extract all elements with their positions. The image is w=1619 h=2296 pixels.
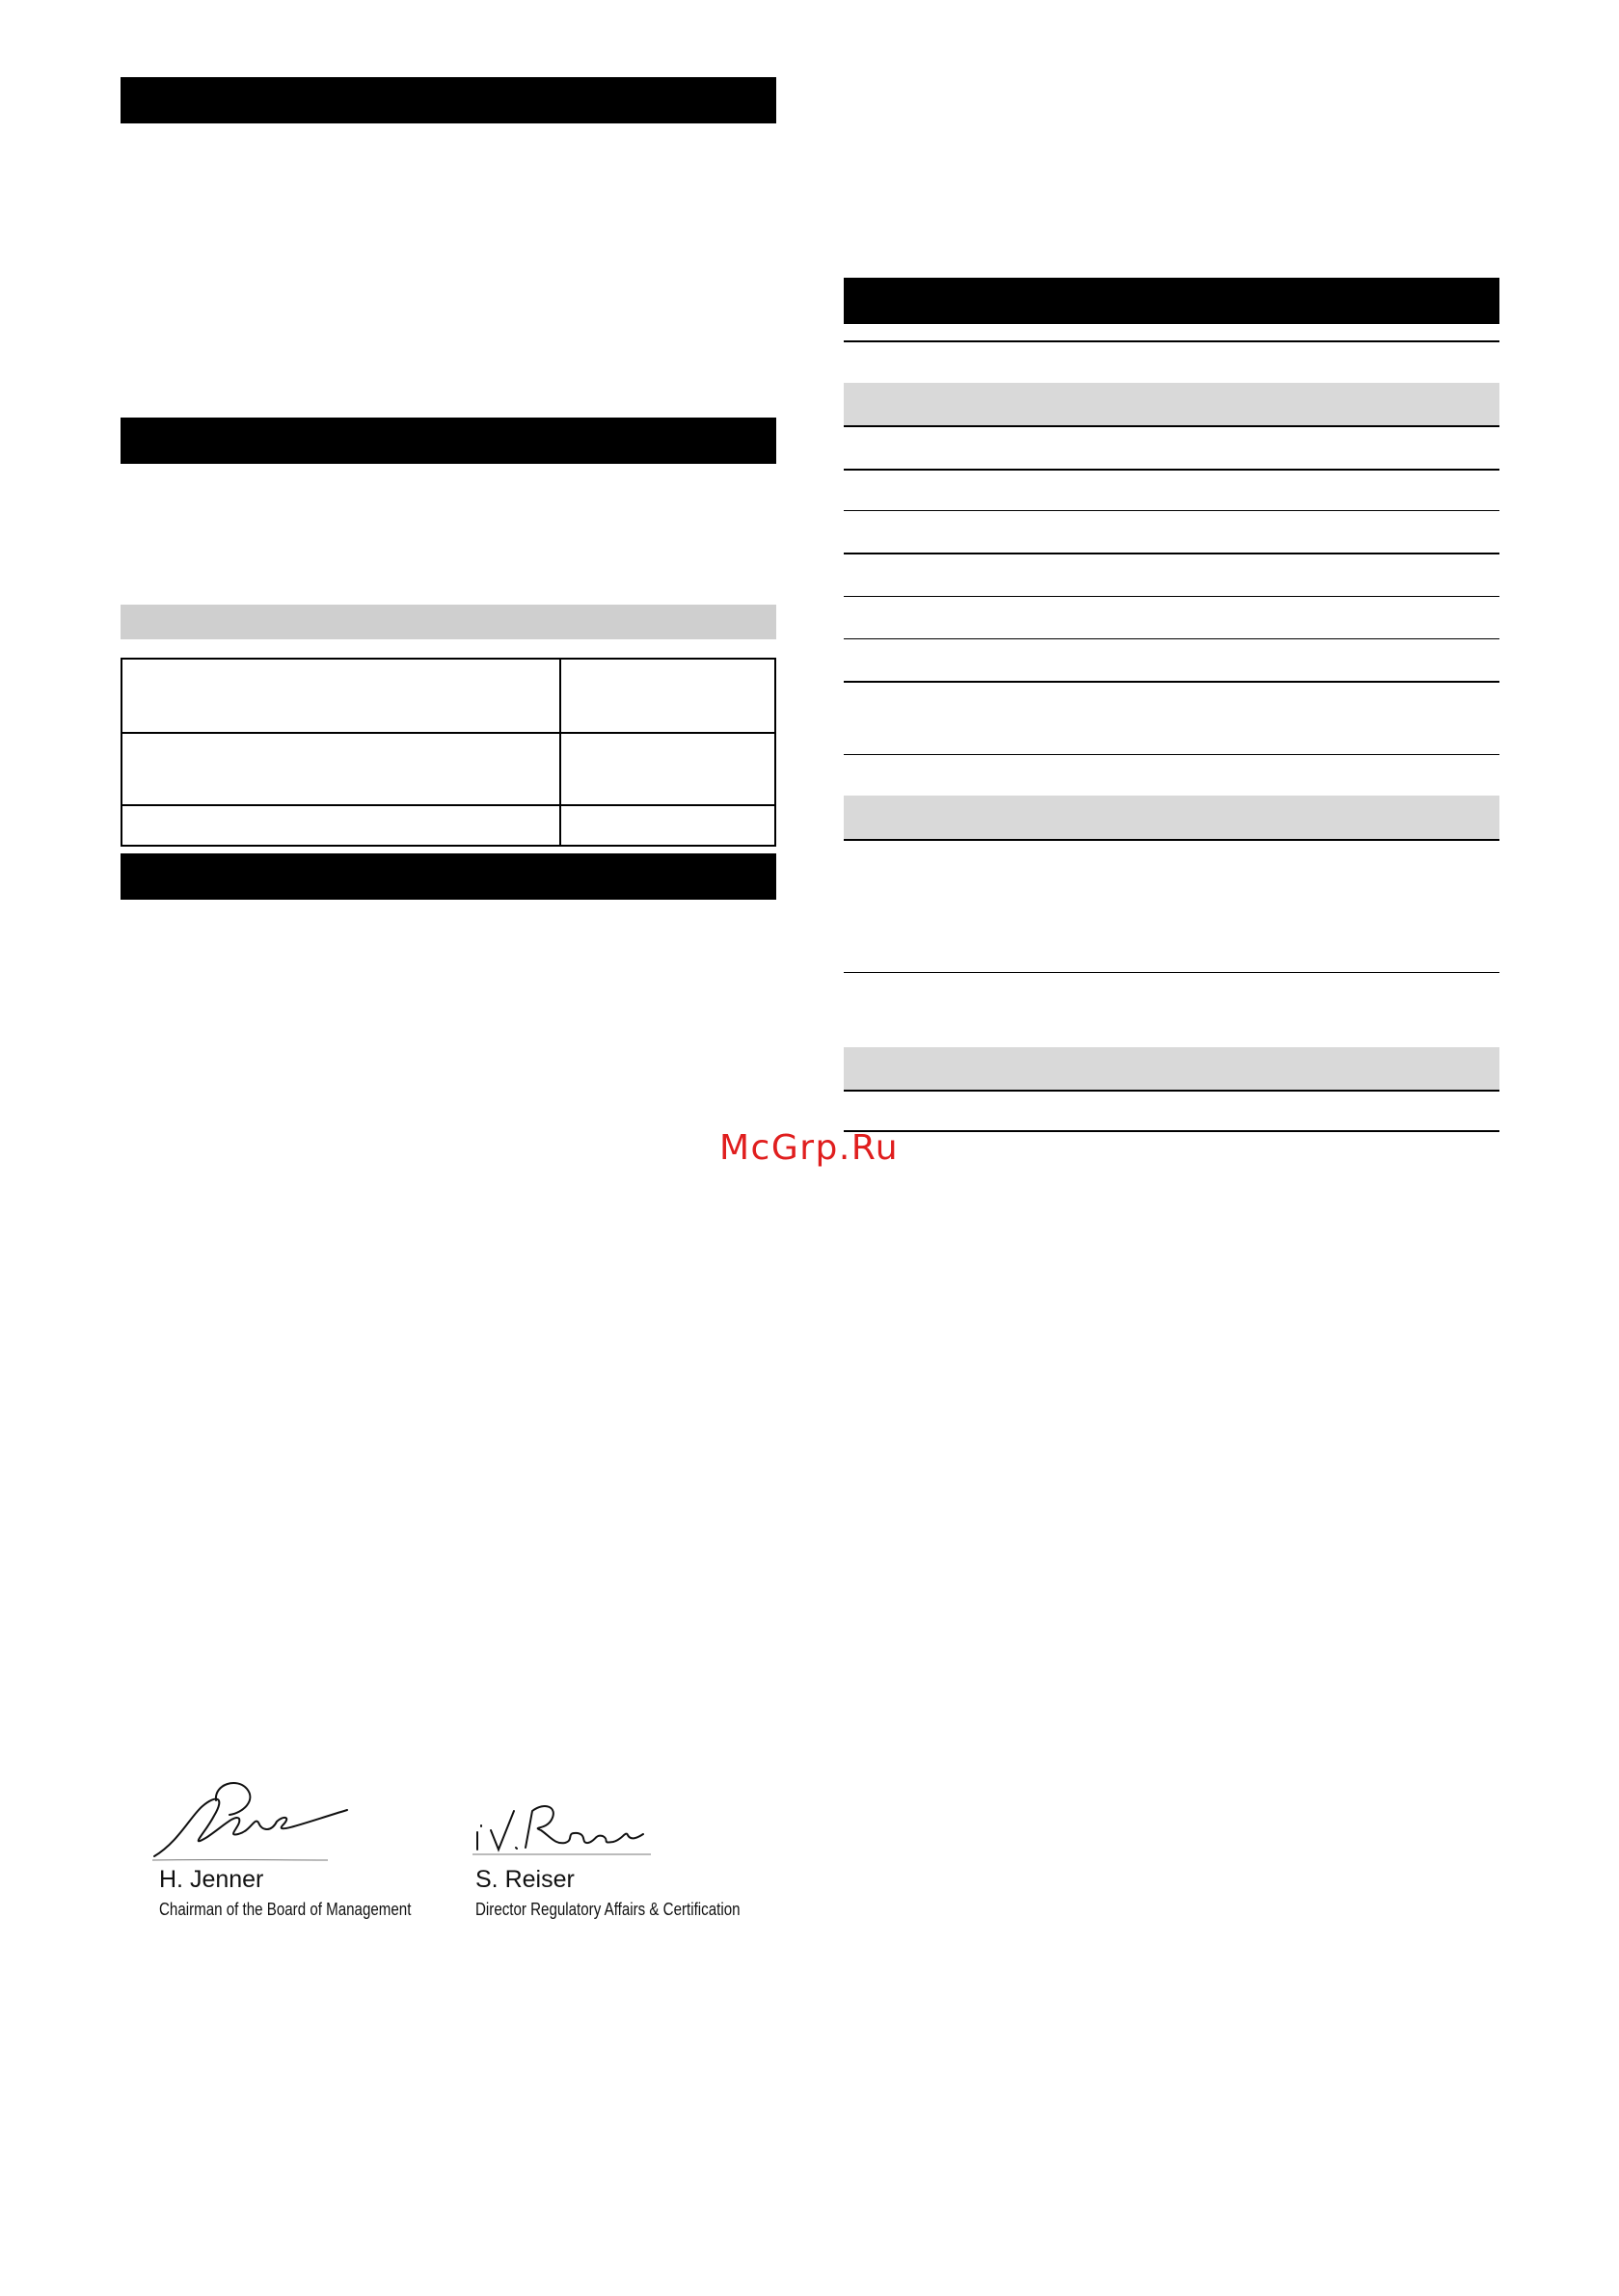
subsection-band — [121, 605, 776, 639]
right-table-band-2 — [844, 796, 1499, 839]
right-table-rule-8 — [844, 681, 1499, 683]
left-table-column-divider — [559, 660, 561, 845]
signature-reiser-image — [468, 1774, 661, 1871]
right-table-rule-4 — [844, 510, 1499, 511]
right-table-rule-2 — [844, 425, 1499, 427]
signer-name-reiser: S. Reiser — [475, 1866, 575, 1893]
signer-title-jenner: Chairman of the Board of Management — [159, 1900, 412, 1919]
right-table-rule-7 — [844, 638, 1499, 639]
right-table-rule-3 — [844, 469, 1499, 471]
section-header-bar-1 — [121, 77, 776, 123]
section-header-bar-2 — [121, 418, 776, 464]
right-table-band-1 — [844, 383, 1499, 425]
right-table-rule-5 — [844, 553, 1499, 554]
right-table-rule-10 — [844, 839, 1499, 841]
left-table-row-divider-2 — [122, 804, 774, 806]
right-table-rule-11 — [844, 972, 1499, 973]
signature-jenner-image — [135, 1760, 376, 1876]
right-table-band-3 — [844, 1047, 1499, 1090]
left-table — [121, 658, 776, 847]
right-table-rule-6 — [844, 596, 1499, 597]
left-table-row-divider-1 — [122, 732, 774, 734]
watermark-text: McGrp.Ru — [719, 1128, 900, 1168]
right-table-rule-9 — [844, 754, 1499, 755]
right-table-rule-13 — [844, 1130, 1499, 1132]
signer-title-reiser: Director Regulatory Affairs & Certification — [475, 1900, 741, 1919]
signer-name-jenner: H. Jenner — [159, 1866, 264, 1893]
section-header-bar-3 — [121, 853, 776, 900]
right-table-rule-1 — [844, 340, 1499, 342]
right-table-rule-12 — [844, 1090, 1499, 1092]
right-section-header-bar — [844, 278, 1499, 324]
